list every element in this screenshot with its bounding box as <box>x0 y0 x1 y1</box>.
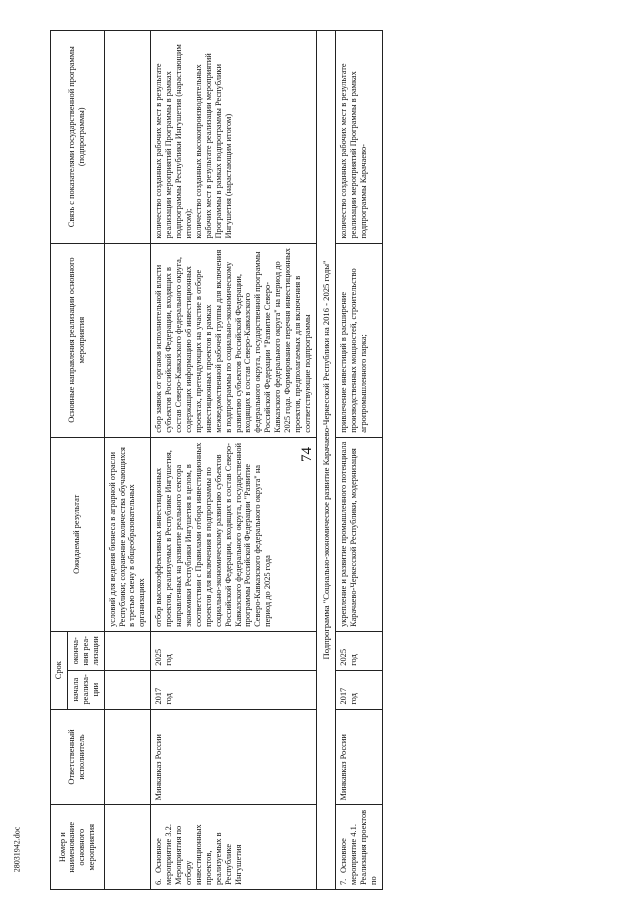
row7-link: количество созданных рабочих мест в результате реализации мероприятий Программы в рамках подпрограммы Карачаево- <box>335 31 382 244</box>
table-row-6 <box>151 31 317 890</box>
table-cell <box>104 805 151 890</box>
header-result: Ожидаемый результат <box>51 437 105 631</box>
header-executor: Ответственный исполнитель <box>51 709 105 805</box>
table-cell <box>104 631 151 670</box>
header-row <box>51 31 68 890</box>
header-directions: Основные направления реализации основного мероприятия <box>51 243 105 437</box>
table-cell <box>104 243 151 437</box>
table-row-7 <box>335 31 382 890</box>
row7-result: укрепление и развитие промышленного потенциала Карачаево-Черкесской Республики, модернизация <box>335 437 382 631</box>
row6-link-1: количество созданных рабочих мест в результате реализации мероприятий Программы в рамках подпрограммы Республики Ингушетия (нарастающим итогом); <box>154 44 193 239</box>
table-row-continuation <box>104 31 151 890</box>
table-cell <box>104 31 151 244</box>
row6-link-cell <box>151 31 317 244</box>
activities-table <box>50 30 383 890</box>
row6-start: 2017 год <box>151 670 317 709</box>
continuation-result: условий для ведения бизнеса в аграрной отрасли Республики; сохранение количества обучающихся в третью смену в общеобразовательных организациях <box>104 437 151 631</box>
rotated-table-sheet <box>50 30 590 890</box>
table-cell <box>104 670 151 709</box>
header-link: Связь с показателями государственной программы (подпрограммы) <box>51 31 105 244</box>
row6-name-cell <box>151 805 317 890</box>
row6-end: 2025 год <box>151 631 317 670</box>
row6-name: Основное мероприятие 3.2. Мероприятия по отбору инвестиционных проектов, реализуемых в Республике Ингушетия <box>154 824 243 885</box>
header-term: Срок <box>51 631 68 709</box>
row7-name-cell <box>335 805 382 890</box>
header-start: начала реализа-ции <box>67 670 104 709</box>
row6-link-2: количество созданных высокопроизводительных рабочих мест в результате реализации мероприятий Программы в рамках подпрограммы Республики Ингушетия (нарастающим итогом) <box>193 53 233 239</box>
row7-number: 7. <box>338 878 348 885</box>
row7-name: Основное мероприятие 4.1. Реализация проектов по <box>338 809 378 885</box>
row7-end: 2025 год <box>335 631 382 670</box>
subprogram-row <box>316 31 335 890</box>
row6-result: отбор высокоэффективных инвестиционных проектов, реализуемых в Республике Ингушетия, направленных на развитие реального сектора экономики Республики Ингушетия в целом, в соответствии с Правилами отбора инвестиционных проектов для включения в подпрограммы по социально-экономическому развитию субъектов Российской Федерации, входящих в состав Северо-Кавказского федерального округа, государственной программы Российской Федерации "Развитие Северо-Кавказского федерального округа" на период до 2025 года <box>151 437 317 631</box>
row6-directions: сбор заявок от органов исполнительной власти субъектов Российской Федерации, входящих в состав Северо-Кавказского федерального округа, содержащих информацию об инвестиционных проектах, претендующих на участие в отборе инвестиционных проектов в рамках межведомственной рабочей группы для включения в подпрограммы по социально-экономическому развитию субъектов Российской Федерации, входящих в состав Северо-Кавказского федерального округа, государственной программы Российской Федерации "Развитие Северо-Кавказского федерального округа" на период до 2025 года. Формирование перечня инвестиционных проектов, предполагаемых для включения в соответствующие подпрограммы <box>151 243 317 437</box>
table-cell <box>104 709 151 805</box>
row6-executor: Минкавказ России <box>151 709 317 805</box>
row7-directions: привлечение инвестиций в расширение производственных мощностей, строительство агропромышленного парка; <box>335 243 382 437</box>
header-end: оконча-ния реа-лизации <box>67 631 104 670</box>
row7-executor: Минкавказ России <box>335 709 382 805</box>
row7-start: 2017 год <box>335 670 382 709</box>
subprogram-title: Подпрограмма "Социально-экономическое развитие Карачаево-Черкесской Республики на 2016 - 2025 годы" <box>316 31 335 890</box>
row6-number: 6. <box>154 878 164 885</box>
page-number: 74 <box>299 447 315 462</box>
document-id: 28031942.doc <box>12 826 22 873</box>
header-number-name: Номер и наименование основного мероприятия <box>51 805 105 890</box>
